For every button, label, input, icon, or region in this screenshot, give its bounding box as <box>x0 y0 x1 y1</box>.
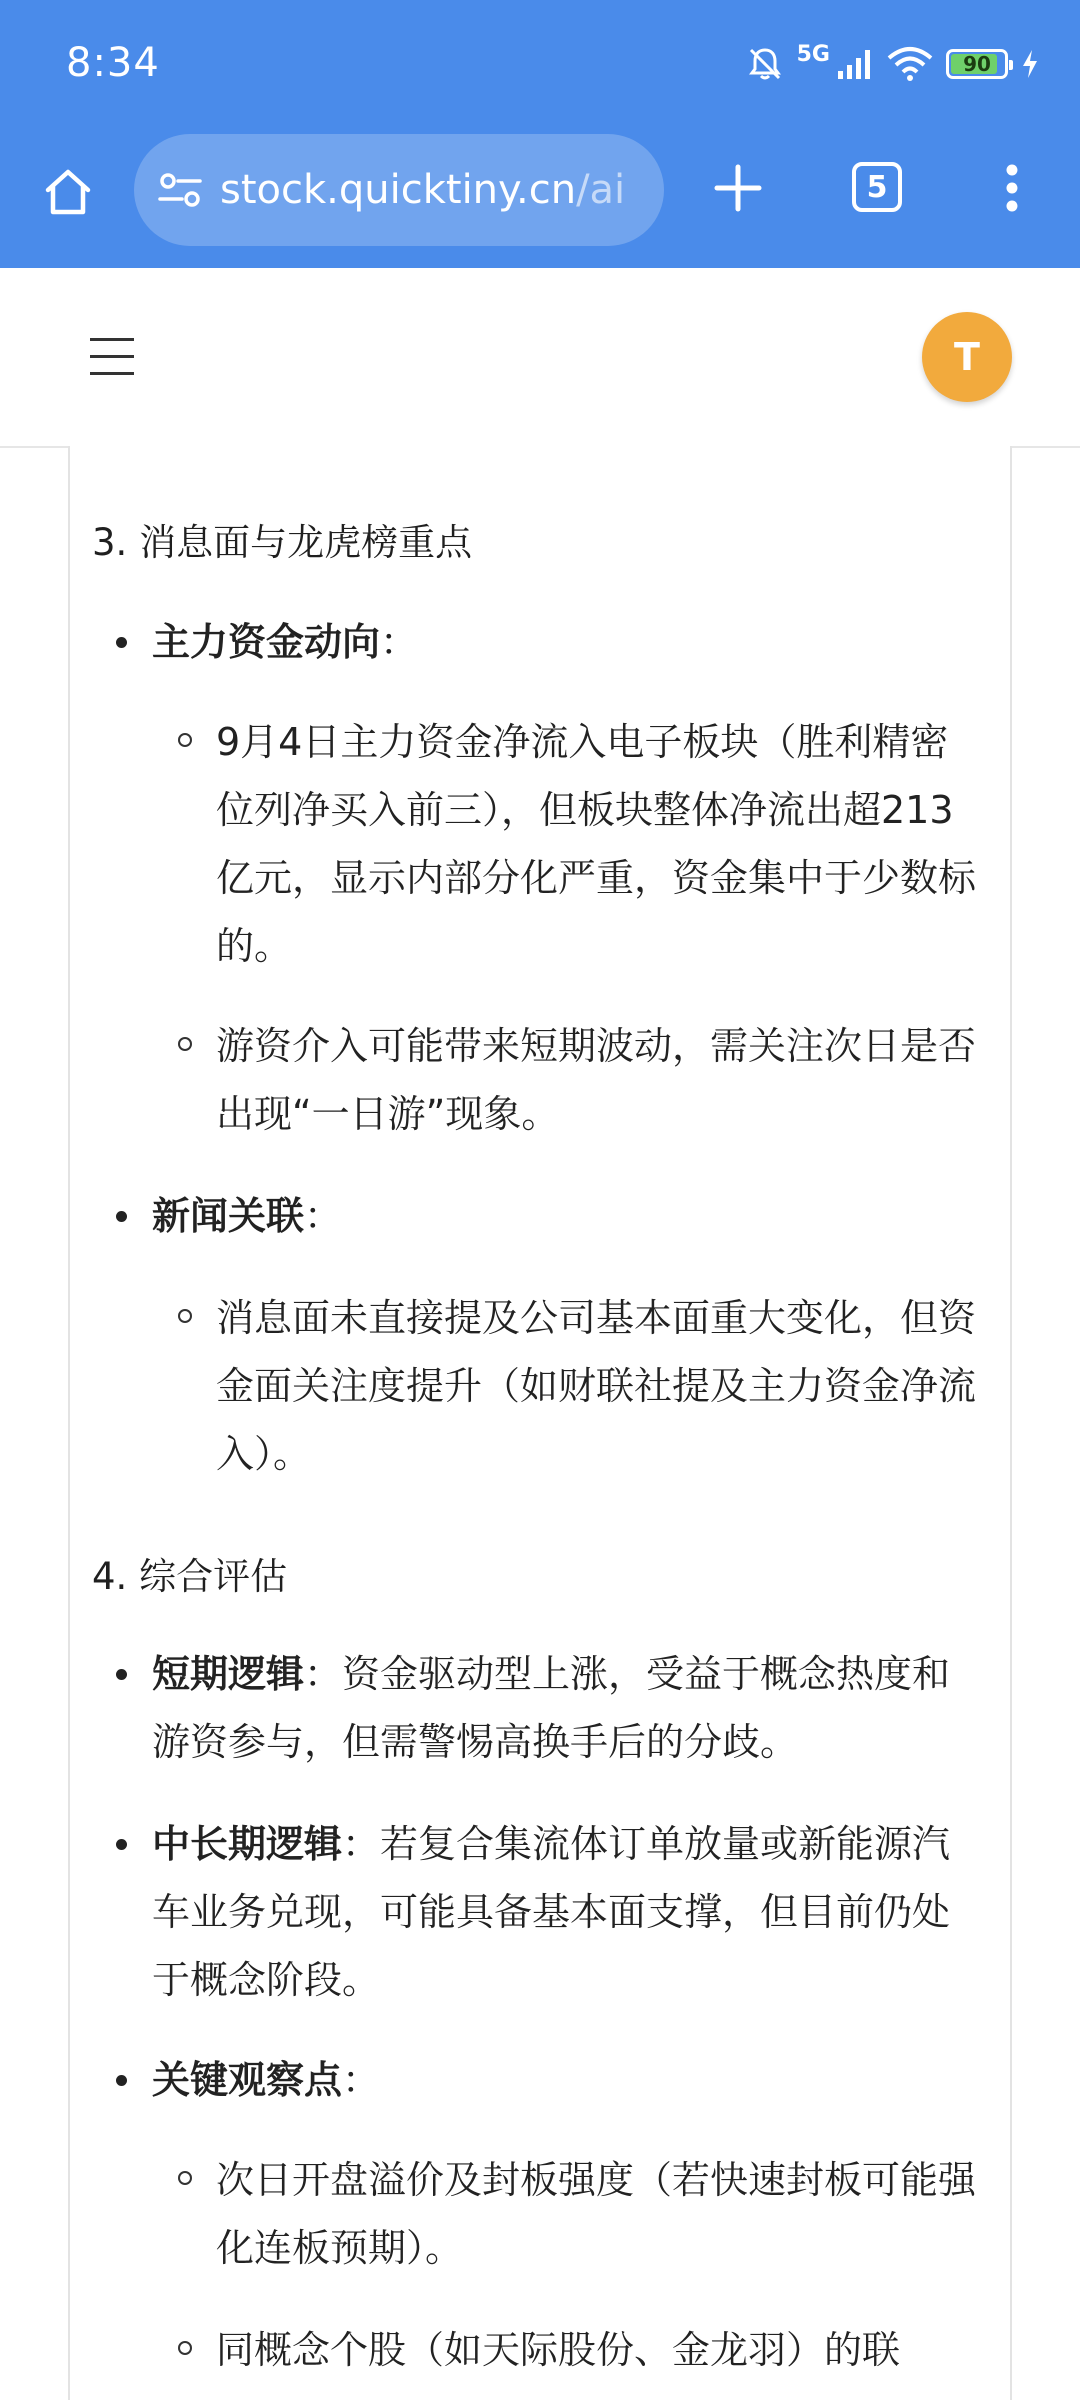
bullet-label: 中长期逻辑 <box>152 1822 343 1866</box>
home-icon <box>40 164 96 220</box>
url-text <box>220 167 625 213</box>
bullet-label: 新闻关联 <box>152 1194 305 1238</box>
status-bar <box>0 0 1080 130</box>
address-bar[interactable] <box>134 134 664 246</box>
sub-list-item: 消息面未直接提及公司基本面重大变化，但资金面关注度提升（如财联社提及主力资金净流入）。 <box>216 1284 986 1488</box>
url-host: stock.quicktiny.cn <box>220 167 577 213</box>
bullet-colon: ： <box>304 1194 343 1238</box>
list-item <box>152 1182 982 1250</box>
home-button[interactable] <box>36 160 100 224</box>
url-path: /ai <box>576 167 626 213</box>
network-type: 5G <box>796 41 830 67</box>
tab-switcher-button[interactable]: 5 <box>852 162 902 212</box>
signal-icon <box>836 47 874 81</box>
browser-chrome <box>0 0 1080 268</box>
hamburger-menu-icon[interactable] <box>90 338 134 378</box>
list-item <box>152 2046 982 2114</box>
plus-icon <box>713 163 763 213</box>
browser-menu-button[interactable] <box>990 156 1034 220</box>
list-item <box>152 1640 982 1776</box>
new-tab-button[interactable] <box>706 156 770 220</box>
section-title: 4. 综合评估 <box>92 1555 288 1598</box>
battery-cap <box>1009 60 1013 70</box>
bullet-label: 主力资金动向 <box>152 620 381 664</box>
battery-indicator <box>946 49 1008 79</box>
hamburger-line <box>90 372 134 375</box>
bullet-colon: ： <box>342 2058 381 2102</box>
hamburger-line <box>90 338 134 341</box>
list-item <box>152 1810 982 2014</box>
sub-list-item: 9月4日主力资金净流入电子板块（胜利精密位列净买入前三），但板块整体净流出超213亿元，显示内部分化严重，资金集中于少数标的。 <box>216 708 986 980</box>
mute-bell-icon <box>745 44 785 84</box>
wifi-icon <box>886 46 934 82</box>
browser-toolbar <box>0 130 1080 268</box>
sub-list-item: 游资介入可能带来短期波动，需关注次日是否出现“一日游”现象。 <box>216 1012 986 1148</box>
list-item <box>152 608 982 676</box>
battery-percent: 90 <box>963 52 991 76</box>
bullet-colon: ： <box>380 620 419 664</box>
bullet-text: ：若复合集流体订单放量或新能源汽车业务兑现，可能具备基本面支撑，但目前仍处于概念阶段。 <box>152 1822 951 2002</box>
bullet-label: 短期逻辑 <box>152 1652 305 1696</box>
sub-list-item: 次日开盘溢价及封板强度（若快速封板可能强化连板预期）。 <box>216 2146 986 2282</box>
user-avatar[interactable]: T <box>922 312 1012 402</box>
bullet-label: 关键观察点 <box>152 2058 343 2102</box>
charging-icon <box>1020 48 1040 80</box>
site-header <box>0 268 1080 448</box>
status-time: 8:34 <box>66 40 160 86</box>
status-icons <box>745 42 1040 86</box>
hamburger-line <box>90 355 134 358</box>
more-vert-icon <box>1005 163 1019 213</box>
sub-list-item: 同概念个股（如天际股份、金龙羽）的联 <box>216 2316 986 2384</box>
bullet-text: ：资金驱动型上涨，受益于概念热度和游资参与，但需警惕高换手后的分歧。 <box>152 1652 951 1764</box>
site-settings-icon[interactable] <box>158 170 202 210</box>
section-title: 3. 消息面与龙虎榜重点 <box>92 521 473 564</box>
